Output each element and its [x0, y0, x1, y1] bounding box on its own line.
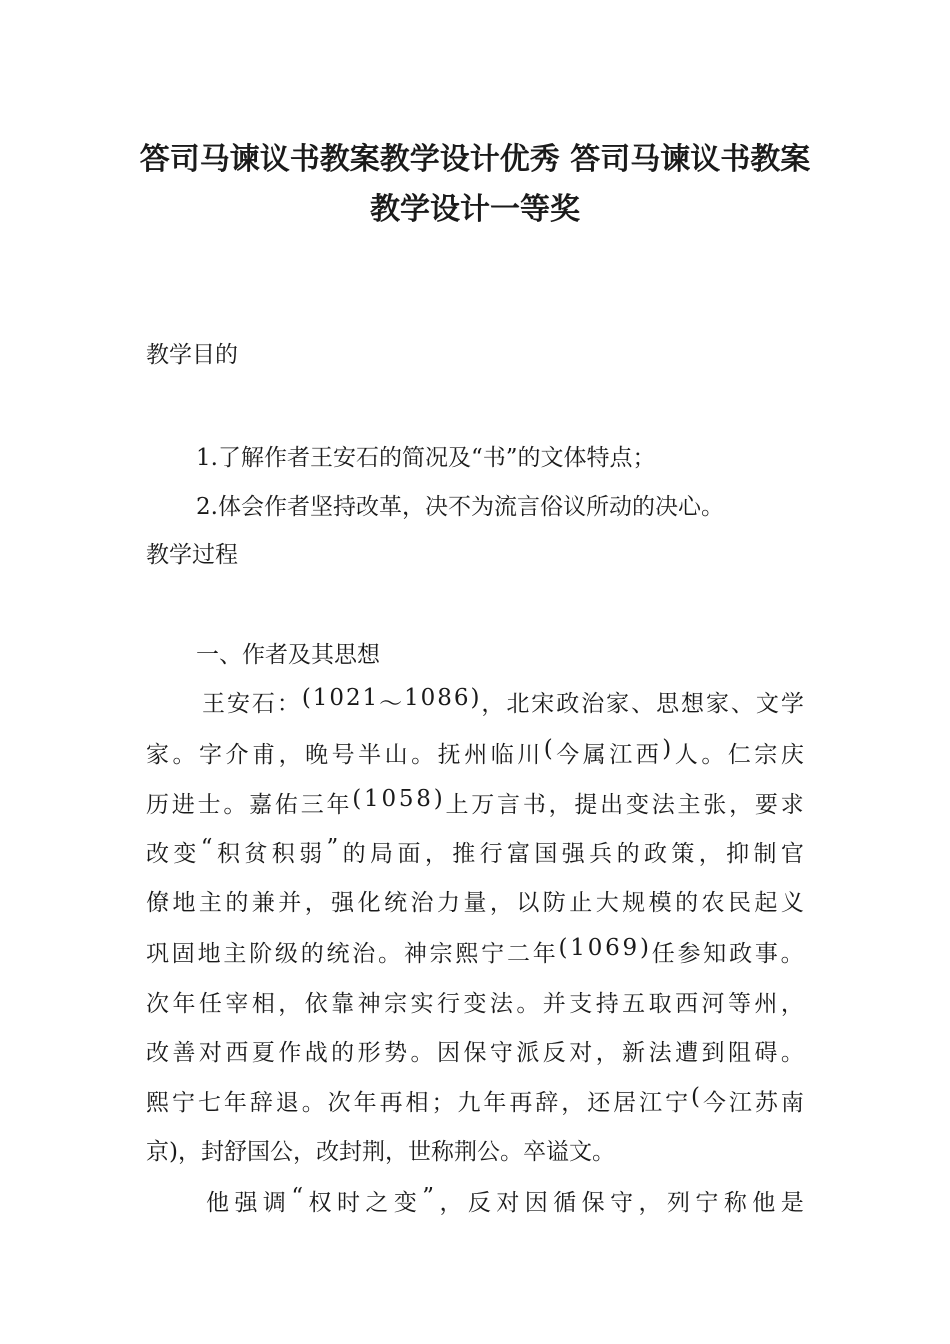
- section-heading-process: 教学过程: [146, 542, 238, 568]
- body-line-continued: 他 强 调 “ 权 时 之 变 ” ， 反 对 因 循 保 守 ， 列 宁 称 他 是: [206, 1184, 804, 1216]
- body-line: 改 变 “ 积 贫 积 弱 ” 的 局 面 ， 推 行 富 国 强 兵 的 政 策 ， 抑 制 官: [146, 835, 804, 867]
- document-title-line-2: 教学设计一等奖: [370, 192, 580, 227]
- objective-item-1: 1.了解作者王安石的简况及“书”的文体特点；: [196, 445, 656, 471]
- body-line: 僚 地 主 的 兼 并 ， 强 化 统 治 力 量 ， 以 防 止 大 规 模 的 农 民 起 义: [146, 890, 804, 916]
- section-heading-objectives: 教学目的: [146, 342, 238, 368]
- body-line: 改 善 对 西 夏 作 战 的 形 势 。 因 保 守 派 反 对 ， 新 法 遭 到 阻 碍 。: [146, 1040, 804, 1066]
- body-line: 历 进 士 。 嘉 佑 三 年 ( 1 0 5 8 ) 上 万 言 书 ， 提 出 变 法 主 张 ， 要 求: [146, 786, 804, 818]
- body-line: 次 年 任 宰 相 ， 依 靠 神 宗 实 行 变 法 。 并 支 持 五 取 西 河 等 州 ，: [146, 991, 804, 1017]
- body-line: 京)，封舒国公，改封荆，世称荆公。卒谥文。: [146, 1139, 615, 1165]
- body-line: 熙 宁 七 年 辞 退 。 次 年 再 相 ； 九 年 再 辞 ， 还 居 江 宁 ( 今 江 苏 南: [146, 1084, 804, 1116]
- body-line: 王 安 石 ： ( 1 0 2 1 ～ 1 0 8 6 ) ， 北 宋 政 治 家 、 思 想 家 、 文 学: [202, 685, 804, 717]
- objective-item-2: 2.体会作者坚持改革，决不为流言俗议所动的决心。: [196, 494, 724, 520]
- body-line: 家 。 字 介 甫 ， 晚 号 半 山 。 抚 州 临 川 ( 今 属 江 西 ) 人 。 仁 宗 庆: [146, 736, 804, 768]
- body-line: 巩 固 地 主 阶 级 的 统 治 。 神 宗 熙 宁 二 年 ( 1 0 6 9 ) 任 参 知 政 事 。: [146, 935, 804, 967]
- part-heading-author: 一、作者及其思想: [196, 642, 380, 668]
- document-title-line-1: 答司马谏议书教案教学设计优秀 答司马谏议书教案: [139, 142, 811, 177]
